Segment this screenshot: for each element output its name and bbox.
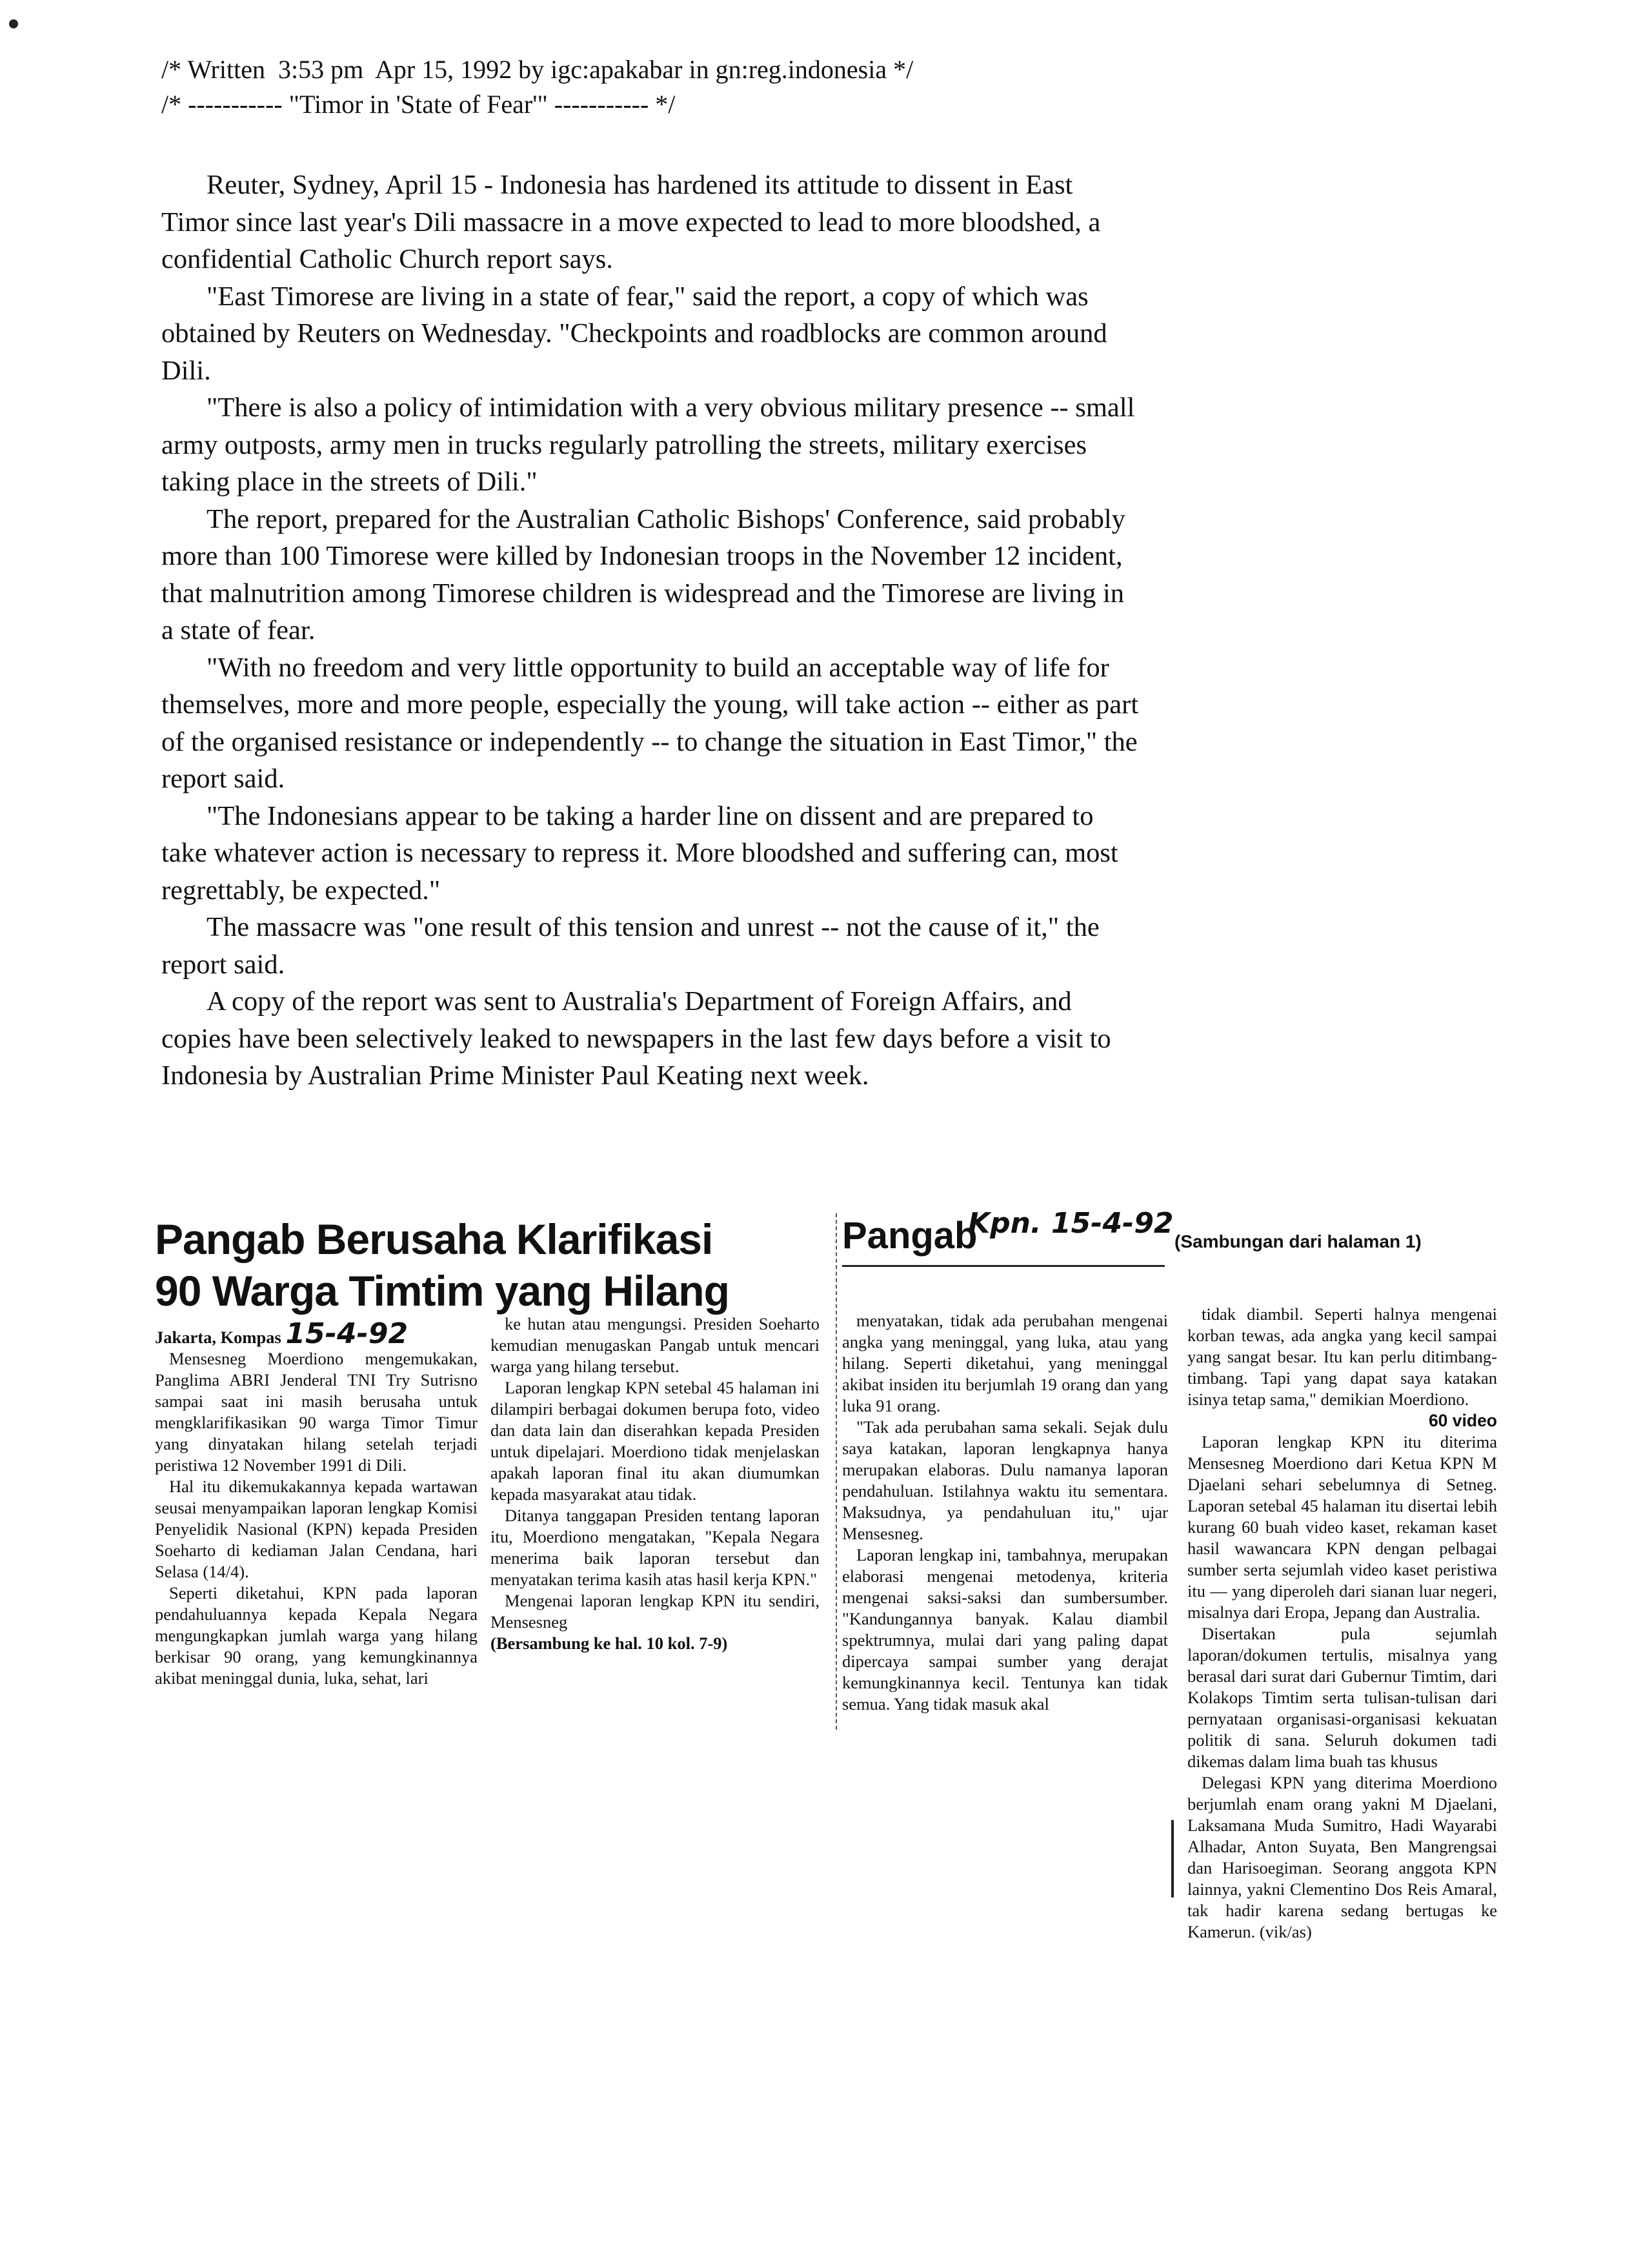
clipping-column-3 — [842, 1310, 1168, 1715]
header-line-1: /* Written 3:53 pm Apr 15, 1992 by igc:apakabar in gn:reg.indonesia */ — [161, 55, 914, 84]
handwritten-note: Kpn. 15-4-92 — [968, 1207, 1174, 1240]
article-paragraph: Reuter, Sydney, April 15 - Indonesia has hardened its attitude to dissent in East Timor since last year's Dili massacre in a move expected to lead to more bloodshed, a confidential Catholic Church report says. — [161, 170, 1101, 274]
article-paragraph: "There is also a policy of intimidation with a very obvious military presence -- small army outposts, army men in trucks regularly patrolling the streets, military exercises taking place in the streets of Dili." — [161, 392, 1135, 497]
column-paragraph: Laporan lengkap ini, tambahnya, merupakan elaborasi mengenai metodenya, kriteria mengenai saksi-saksi dan sumbersumber. "Kandungannya banyak. Kalau diambil spektrumnya, mulai dari yang paling dapat dipercaya sampai sumber yang derajat kemungkinannya kecil. Tentunya kan tidak semua. Yang tidak masuk akal — [842, 1545, 1168, 1714]
reuters-article — [161, 167, 1142, 1095]
article-paragraph: "The Indonesians appear to be taking a harder line on dissent and are prepared to take whatever action is necessary to repress it. More bloodshed and suffering can, most regrettably, be expected." — [161, 800, 1118, 905]
margin-bar — [1171, 1820, 1174, 1897]
clipping-border — [836, 1213, 837, 1730]
column-paragraph: ke hutan atau mengungsi. Presiden Soeharto kemudian menugaskan Pangab untuk mencari warga yang hilang tersebut. — [490, 1314, 820, 1376]
article-paragraph: A copy of the report was sent to Australia's Department of Foreign Affairs, and copies have been selectively leaked to newspapers in the last few days before a visit to Indonesia by Australian Prime Minister Paul Keating next week. — [161, 986, 1111, 1091]
column-paragraph: Hal itu dikemukakannya kepada wartawan seusai menyampaikan laporan lengkap Komisi Penyelidik Nasional (KPN) kepada Presiden Soeharto di kediaman Jalan Cendana, hari Selasa (14/4). — [155, 1477, 478, 1581]
article-paragraph: The report, prepared for the Australian Catholic Bishops' Conference, said probably more than 100 Timorese were killed by Indonesian troops in the November 12 incident, that malnutrition among Timorese children is widespread and the Timorese are living in a state of fear. — [161, 503, 1125, 645]
column-paragraph: menyatakan, tidak ada perubahan mengenai angka yang meninggal, yang luka, atau yang hilang. Seperti diketahui, yang meninggal akibat insiden itu berjumlah 19 orang dan yang luka 91 orang. — [842, 1311, 1168, 1415]
handwritten-date: 15-4-92 — [285, 1317, 408, 1350]
pangab-title: Pangab — [842, 1215, 978, 1257]
scan-speck — [9, 19, 18, 28]
clipping-headline — [155, 1213, 832, 1317]
clipping-column-2 — [490, 1313, 820, 1654]
continuation-label: (Sambungan dari halaman 1) — [1174, 1231, 1422, 1251]
header-line-2: /* ----------- "Timor in 'State of Fear'" ----------- */ — [161, 90, 676, 119]
title-rule — [842, 1265, 1165, 1267]
column-paragraph: Seperti diketahui, KPN pada laporan pendahuluannya kepada Kepala Negara mengungkapkan jumlah warga yang hilang berkisar 90 orang, yang kemungkinannya akibat meninggal dunia, luka, sehat, lari — [155, 1583, 478, 1688]
column-paragraph: tidak diambil. Seperti halnya mengenai korban tewas, ada angka yang kecil sampai yang sangat besar. Itu kan perlu ditimbang-timbang. Tapi yang dapat saya katakan isinya tetap sama," demikian Moerdiono. — [1187, 1304, 1497, 1409]
article-paragraph: "East Timorese are living in a state of fear," said the report, a copy of which was obtained by Reuters on Wednesday. "Checkpoints and roadblocks are common around Dili. — [161, 281, 1107, 386]
dateline-text: Jakarta, Kompas — [155, 1328, 281, 1347]
column-paragraph: Ditanya tanggapan Presiden tentang laporan itu, Moerdiono mengatakan, "Kepala Negara menerima baik laporan tersebut dan menyatakan terima kasih atas hasil kerja KPN." — [490, 1506, 820, 1589]
column-paragraph: Laporan lengkap KPN itu diterima Mensesneg Moerdiono dari Ketua KPN M Djaelani sehari sebelumnya di Setneg. Laporan setebal 45 halaman itu disertai lebih kurang 60 buah video kaset, rekaman kaset hasil wawancara KPN dengan pelbagai sumber serta sejumlah video kaset peristiwa itu — yang diperoleh dari sianan luar negeri, misalnya dari Eropa, Jepang dan Australia. — [1187, 1432, 1497, 1622]
column-paragraph: Delegasi KPN yang diterima Moerdiono berjumlah enam orang yakni M Djaelani, Laksamana Muda Sumitro, Hadi Wayarabi Alhadar, Anton Suyata, Ben Mangrengsai dan Harisoegiman. Seorang anggota KPN lainnya, yakni Clementino Dos Reis Amaral, tak hadir karena sedang bertugas ke Kamerun. (vik/as) — [1187, 1773, 1497, 1941]
dateline — [155, 1317, 478, 1350]
article-paragraph: "With no freedom and very little opportunity to build an acceptable way of life for themselves, more and more people, especially the young, will take action -- either as part of the organised resistance or independently -- to change the situation in East Timor," the report said. — [161, 652, 1139, 794]
clipping-column-4 — [1187, 1304, 1497, 1943]
continued-note: (Bersambung ke hal. 10 kol. 7-9) — [490, 1634, 728, 1653]
clipping-column-1 — [155, 1317, 478, 1689]
article-paragraph: The massacre was "one result of this tension and unrest -- not the cause of it," the report said. — [161, 912, 1100, 980]
column-paragraph: Disertakan pula sejumlah laporan/dokumen tertulis, misalnya yang berasal dari surat dari Gubernur Timtim, dari Kolakops Timtim serta tulisan-tulisan dari pernyataan organisasi-organisasi kekuatan politik di sana. Seluruh dokumen tadi dikemas dalam lima buah tas khusus — [1187, 1624, 1497, 1771]
headline-line-1: Pangab Berusaha Klarifikasi — [155, 1215, 713, 1263]
subhead: 60 video — [1428, 1411, 1497, 1430]
column-paragraph: Laporan lengkap KPN setebal 45 halaman ini dilampiri berbagai dokumen berupa foto, video dan data lain dan diserahkan kepada Presiden untuk dipelajari. Moerdiono tidak menjelaskan apakah laporan final itu akan diumumkan kepada masyarakat atau tidak. — [490, 1378, 820, 1504]
column-paragraph: "Tak ada perubahan sama sekali. Sejak dulu saya katakan, laporan lengkapnya hanya merupakan elaboras. Dulu namanya laporan pendahuluan. Istilahnya waktu itu sementara. Maksudnya, ya pendahuluan itu," ujar Mensesneg. — [842, 1417, 1168, 1543]
column-paragraph: Mensesneg Moerdiono mengemukakan, Panglima ABRI Jenderal TNI Try Sutrisno sampai saat ini masih berusaha untuk mengklarifikasikan 90 warga Timor Timur yang dinyatakan hilang setelah terjadi peristiwa 12 November 1991 di Dili. — [155, 1349, 478, 1475]
column-paragraph: Mengenai laporan lengkap KPN itu sendiri, Mensesneg — [490, 1591, 820, 1632]
headline-line-2: 90 Warga Timtim yang Hilang — [155, 1267, 729, 1315]
